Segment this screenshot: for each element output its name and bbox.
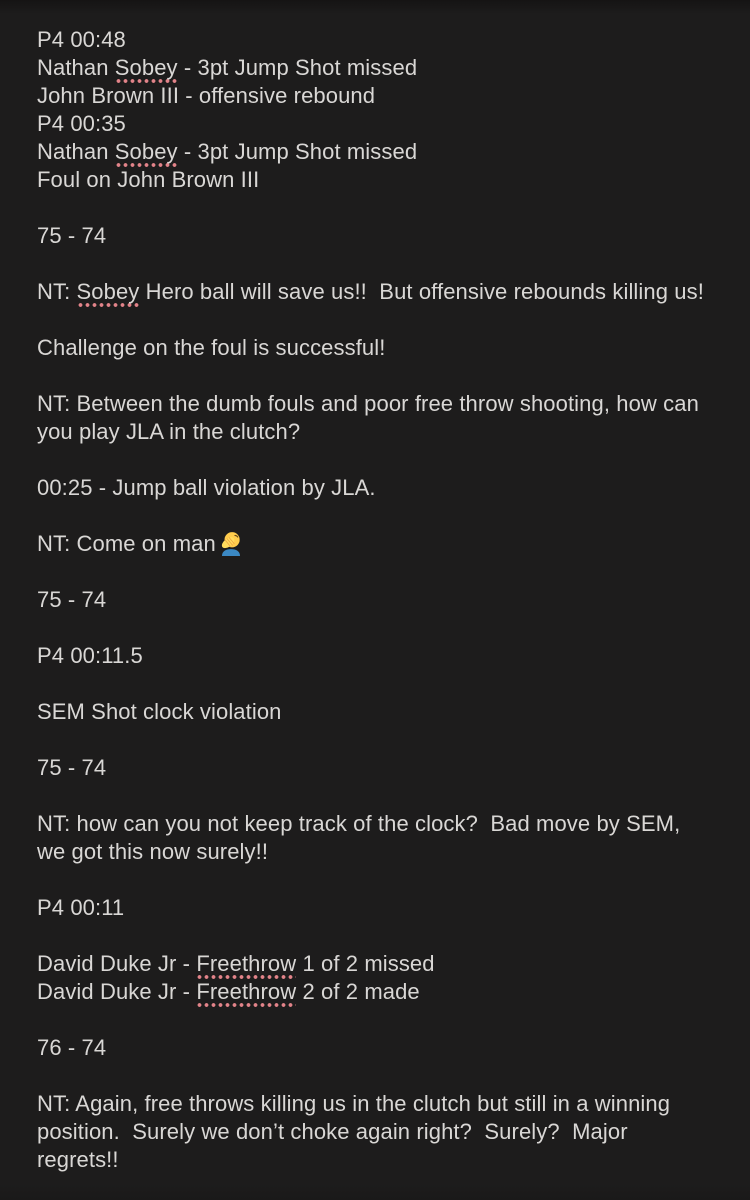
feed-line [37, 838, 714, 866]
feed-line [37, 1034, 714, 1062]
feed-line [37, 418, 714, 446]
text-segment: Nathan [37, 139, 115, 164]
feed-line [37, 166, 714, 194]
spellcheck-word: Freethrow [196, 951, 296, 979]
feed-line [37, 754, 714, 782]
text-segment: SEM Shot clock violation [37, 699, 282, 724]
man-facepalming-emoji [218, 530, 244, 556]
text-segment: NT: Again, free throws killing us in the clutch but still in a winning [37, 1091, 671, 1116]
text-segment: NT: how can you not keep track of the clock? Bad move by SEM, [37, 811, 681, 836]
feed-line [37, 1090, 714, 1118]
feed-block [37, 26, 714, 194]
feed-line [37, 978, 714, 1006]
feed-line [37, 1146, 714, 1174]
feed-block [37, 222, 714, 250]
feed-block [37, 698, 714, 726]
feed-line [37, 530, 714, 558]
feed-line [37, 110, 714, 138]
text-segment: Hero ball will save us!! But offensive rebounds killing us! [139, 279, 704, 304]
text-segment: Nathan [37, 55, 115, 80]
feed-block [37, 1090, 714, 1174]
feed-block [37, 894, 714, 922]
text-segment: P4 00:48 [37, 27, 126, 52]
text-segment: David Duke Jr - [37, 979, 197, 1004]
text-segment: 00:25 - Jump ball violation by JLA. [37, 475, 376, 500]
feed-line [37, 586, 714, 614]
feed-block [37, 530, 714, 558]
feed-line [37, 334, 714, 362]
text-segment: position. Surely we don’t choke again right? Surely? Major [37, 1119, 628, 1144]
spellcheck-word: Sobey [77, 279, 140, 307]
text-segment: Foul on John Brown III [37, 167, 260, 192]
text-segment: NT: [37, 279, 77, 304]
spellcheck-word: Sobey [115, 139, 178, 167]
text-segment: Challenge on the foul is successful! [37, 335, 386, 360]
feed-block [37, 390, 714, 446]
feed-line [37, 1118, 714, 1146]
text-segment: John Brown III - offensive rebound [37, 83, 376, 108]
text-segment: P4 00:11.5 [37, 643, 143, 668]
feed-line [37, 26, 714, 54]
text-segment: David Duke Jr - [37, 951, 197, 976]
text-segment: 75 - 74 [37, 587, 107, 612]
spellcheck-word: Sobey [115, 55, 178, 83]
text-segment: 75 - 74 [37, 755, 107, 780]
feed-block [37, 1034, 714, 1062]
text-segment: regrets!! [37, 1147, 119, 1172]
text-segment: NT: Come on man [37, 531, 216, 556]
feed-block [37, 642, 714, 670]
feed-block [37, 334, 714, 362]
feed-line [37, 698, 714, 726]
text-segment: 2 of 2 made [296, 979, 420, 1004]
feed-line [37, 390, 714, 418]
text-segment: we got this now surely!! [37, 839, 269, 864]
text-segment: P4 00:11 [37, 895, 125, 920]
text-segment: NT: Between the dumb fouls and poor free throw shooting, how can [37, 391, 699, 416]
text-segment: 1 of 2 missed [296, 951, 435, 976]
text-segment: 75 - 74 [37, 223, 107, 248]
spellcheck-word: Freethrow [196, 979, 296, 1007]
feed-line [37, 642, 714, 670]
text-segment: - 3pt Jump Shot missed [177, 55, 418, 80]
feed-block [37, 278, 714, 306]
feed-line [37, 222, 714, 250]
feed-line [37, 82, 714, 110]
feed-line [37, 474, 714, 502]
text-segment: you play JLA in the clutch? [37, 419, 301, 444]
text-segment: 76 - 74 [37, 1035, 107, 1060]
feed-line [37, 894, 714, 922]
feed-block [37, 950, 714, 1006]
feed-line [37, 54, 714, 82]
feed-block [37, 474, 714, 502]
feed-block [37, 754, 714, 782]
feed-block [37, 586, 714, 614]
feed-line [37, 810, 714, 838]
feed-line [37, 278, 714, 306]
feed-line [37, 138, 714, 166]
feed-line [37, 950, 714, 978]
feed-block [37, 810, 714, 866]
text-segment: P4 00:35 [37, 111, 126, 136]
text-segment: - 3pt Jump Shot missed [177, 139, 418, 164]
